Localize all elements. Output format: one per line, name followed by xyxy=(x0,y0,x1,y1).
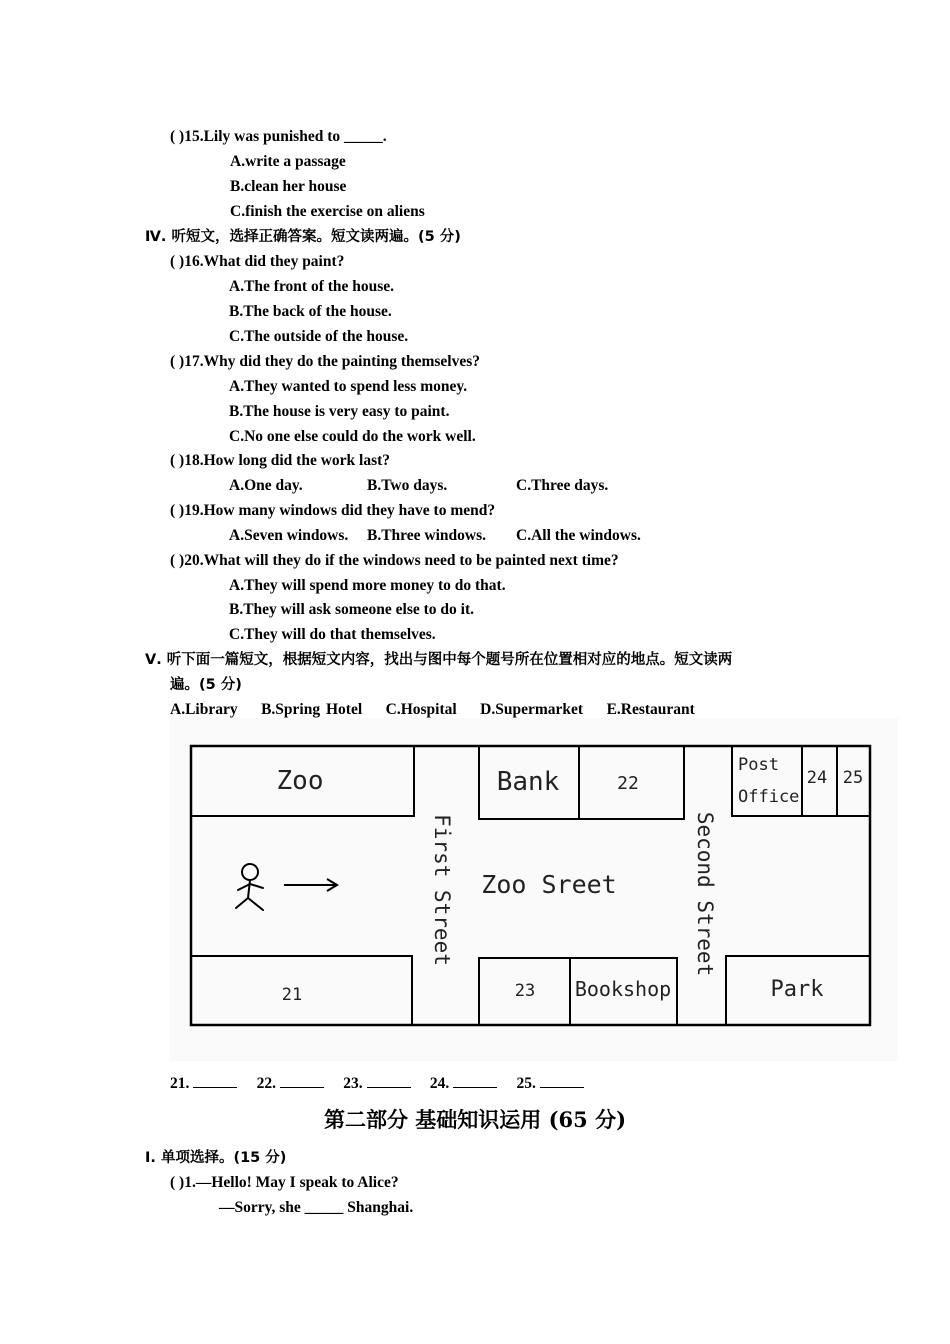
q17-option-a: A.They wanted to spend less money. xyxy=(229,378,468,395)
question-19: ( )19.How many windows did they have to mend? xyxy=(170,502,496,519)
q20-option-a: A.They will spend more money to do that. xyxy=(229,577,506,594)
post-office-label-line2: Office xyxy=(738,787,800,807)
q15-option-b: B.clean her house xyxy=(230,178,347,195)
question-18: ( )18.How long did the work last? xyxy=(170,452,391,469)
section-5-options: A.Library B.Spring Hotel C.Hospital D.Supermarket E.Restaurant xyxy=(170,701,695,718)
question-17: ( )17.Why did they do the painting themselves? xyxy=(170,353,481,370)
q18-option-c: C.Three days. xyxy=(516,477,609,494)
answer-blank-21[interactable] xyxy=(193,1073,237,1088)
first-street-label: First Street xyxy=(430,814,454,966)
q15-option-c: C.finish the exercise on aliens xyxy=(230,203,425,220)
second-street-label: Second Street xyxy=(693,811,717,977)
q16-option-b: B.The back of the house. xyxy=(229,303,392,320)
answer-blank-23[interactable] xyxy=(367,1073,411,1088)
bookshop-label: Bookshop xyxy=(574,977,672,1001)
question-15: ( )15.Lily was punished to _____. xyxy=(170,128,387,145)
part-2-question-1: ( )1.—Hello! May I speak to Alice? xyxy=(170,1174,399,1191)
label-25: 25 xyxy=(842,768,864,788)
q17-option-c: C.No one else could do the work well. xyxy=(229,428,476,445)
q18-option-a: A.One day. xyxy=(229,477,303,494)
q16-option-c: C.The outside of the house. xyxy=(229,328,409,345)
street-map xyxy=(170,718,898,1061)
answer-label-22: 22. xyxy=(256,1075,276,1092)
label-23: 23 xyxy=(514,981,536,1001)
answer-label-24: 24. xyxy=(429,1075,450,1092)
q15-option-a: A.write a passage xyxy=(230,153,346,170)
label-22: 22 xyxy=(617,773,639,794)
post-office-label-line1: Post xyxy=(738,755,779,775)
q19-option-b: B.Three windows. xyxy=(367,527,486,544)
answer-label-25: 25. xyxy=(516,1075,536,1092)
answer-blank-22[interactable] xyxy=(280,1073,324,1088)
q16-option-a: A.The front of the house. xyxy=(229,278,395,295)
question-16: ( )16.What did they paint? xyxy=(170,253,345,270)
section-4-heading: Ⅳ. 听短文，选择正确答案。短文读两遍。(5 分) xyxy=(145,229,461,245)
part-2-question-1-reply: —Sorry, she _____ Shanghai. xyxy=(219,1199,414,1216)
bank-label: Bank xyxy=(496,767,560,797)
q18-option-b: B.Two days. xyxy=(367,477,448,494)
zoo-street-label: Zoo Sreet xyxy=(481,870,617,899)
section-5-heading-cont: 遍。(5 分) xyxy=(170,677,242,693)
q19-option-c: C.All the windows. xyxy=(516,527,641,544)
answer-label-21: 21. xyxy=(170,1075,190,1092)
answer-blank-25[interactable] xyxy=(540,1073,584,1088)
zoo-label: Zoo xyxy=(276,766,324,796)
answer-blank-24[interactable] xyxy=(453,1073,497,1088)
q20-option-c: C.They will do that themselves. xyxy=(229,626,436,643)
park-label: Park xyxy=(770,977,824,1002)
q20-option-b: B.They will ask someone else to do it. xyxy=(229,601,474,618)
question-20: ( )20.What will they do if the windows need to be painted next time? xyxy=(170,552,619,569)
section-5-heading: Ⅴ. 听下面一篇短文，根据短文内容，找出与图中每个题号所在位置相对应的地点。短文读两 xyxy=(145,652,733,668)
label-24: 24 xyxy=(806,768,828,788)
q19-option-a: A.Seven windows. xyxy=(229,527,349,544)
answer-label-23: 23. xyxy=(343,1075,363,1092)
q17-option-b: B.The house is very easy to paint. xyxy=(229,403,450,420)
part-2-title: 第二部分 基础知识运用 (65 分) xyxy=(323,1107,627,1132)
answer-blanks xyxy=(170,1073,584,1094)
label-21: 21 xyxy=(281,985,303,1005)
part-2-section-1-heading: Ⅰ. 单项选择。(15 分) xyxy=(145,1150,287,1166)
